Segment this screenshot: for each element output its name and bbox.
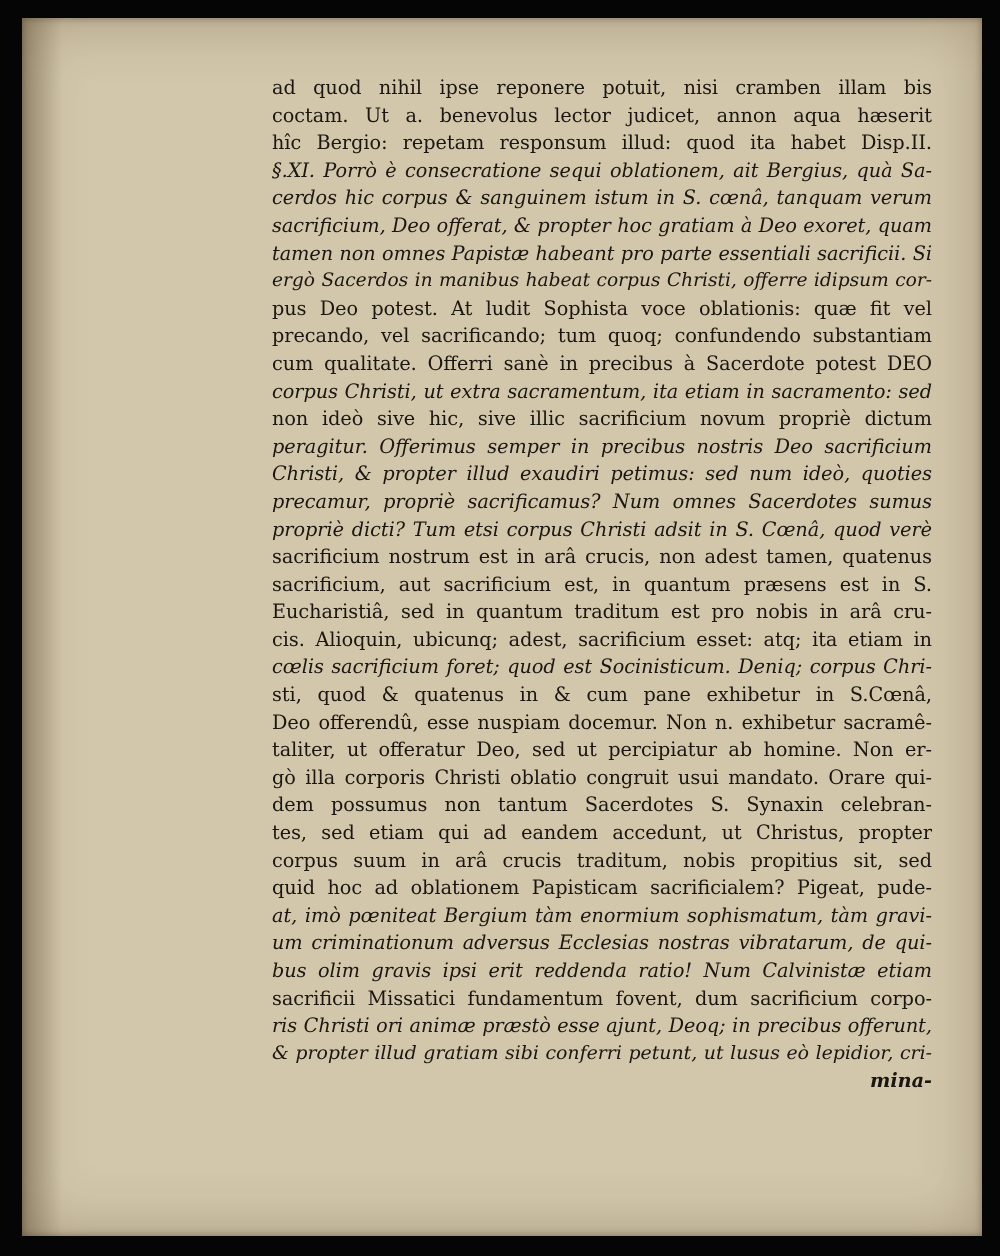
body-text: [272, 74, 932, 1095]
text-line: bus olim gravis ipsi erit reddenda ratio! Num Calvinistæ etiam: [272, 959, 932, 982]
text-line: gò illa corporis Christi oblatio congruit usui mandato. Orare qui-: [272, 765, 932, 789]
text-line: ris Christi ori animæ præstò esse ajunt, Deoq; in precibus offerunt,: [272, 1014, 932, 1038]
text-line: tes, sed etiam qui ad eandem accedunt, ut Christus, propter: [272, 821, 932, 845]
text-line: sacrificium, aut sacrificium est, in quantum præsens est in S.: [272, 572, 932, 596]
text-line: & propter illud gratiam sibi conferri petunt, ut lusus eò lepidior, cri-: [272, 1041, 932, 1064]
text-line: dem possumus non tantum Sacerdotes S. Synaxin celebran-: [272, 793, 932, 817]
text-line: cœlis sacrificium foret; quod est Socinisticum. Deniq; corpus Chri-: [272, 655, 932, 679]
text-line: tamen non omnes Papistæ habeant pro parte essentiali sacrificii. Si: [272, 241, 932, 265]
text-line: peragitur. Offerimus semper in precibus nostris Deo sacrificium: [272, 434, 932, 458]
text-line: pus Deo potest. At ludit Sophista voce oblationis: quæ fit vel: [272, 296, 932, 320]
text-line: hîc Bergio: repetam responsum illud: quod ita habet Disp.II.: [272, 131, 932, 155]
text-line: sacrificii Missatici fundamentum fovent, dum sacrificium corpo-: [272, 986, 932, 1010]
text-line: Deo offerendû, esse nuspiam docemur. Non n. exhibetur sacramê-: [272, 710, 932, 734]
text-line: sacrificium, Deo offerat, & propter hoc gratiam à Deo exoret, quam: [272, 213, 932, 237]
catchword: mina-: [870, 1069, 932, 1093]
text-line: quid hoc ad oblationem Papisticam sacrificialem? Pigeat, pude-: [272, 876, 932, 900]
text-line: cerdos hic corpus & sanguinem istum in S. cœnâ, tanquam verum: [272, 186, 932, 210]
text-line: ad quod nihil ipse reponere potuit, nisi cramben illam bis: [272, 76, 932, 99]
text-line: §.XI. Porrò è consecratione sequi oblationem, ait Bergius, quà Sa-: [272, 158, 932, 182]
text-line: sacrificium nostrum est in arâ crucis, non adest tamen, quatenus: [272, 545, 932, 569]
text-line: at, imò pœniteat Bergium tàm enormium sophismatum, tàm gravi-: [272, 903, 932, 927]
text-line: Eucharistiâ, sed in quantum traditum est pro nobis in arâ cru-: [272, 600, 932, 624]
text-line: coctam. Ut a. benevolus lector judicet, annon aqua hæserit: [272, 103, 932, 127]
text-line: sti, quod & quatenus in & cum pane exhibetur in S.Cœnâ,: [272, 683, 932, 707]
text-line: precamur, propriè sacrificamus? Num omnes Sacerdotes sumus: [272, 489, 932, 513]
text-line: um criminationum adversus Ecclesias nostras vibratarum, de qui-: [272, 931, 932, 955]
text-line: ergò Sacerdos in manibus habeat corpus Christi, offerre idipsum cor-: [272, 270, 932, 292]
book-page: [22, 18, 982, 1236]
text-line: corpus Christi, ut extra sacramentum, ita etiam in sacramento: sed: [272, 379, 932, 403]
text-line: cum qualitate. Offerri sanè in precibus à Sacerdote potest DEO: [272, 351, 932, 375]
text-line: precando, vel sacrificando; tum quoq; confundendo substantiam: [272, 324, 932, 348]
text-line: corpus suum in arâ crucis traditum, nobis propitius sit, sed: [272, 848, 932, 872]
text-line: non ideò sive hic, sive illic sacrificium novum propriè dictum: [272, 407, 932, 431]
text-line: propriè dicti? Tum etsi corpus Christi adsit in S. Cœnâ, quod verè: [272, 517, 932, 541]
text-line: Christi, & propter illud exaudiri petimus: sed num ideò, quoties: [272, 462, 932, 486]
text-line: cis. Alioquin, ubicunq; adest, sacrificium esset: atq; ita etiam in: [272, 627, 932, 651]
text-line: taliter, ut offeratur Deo, sed ut percipiatur ab homine. Non er-: [272, 738, 932, 762]
